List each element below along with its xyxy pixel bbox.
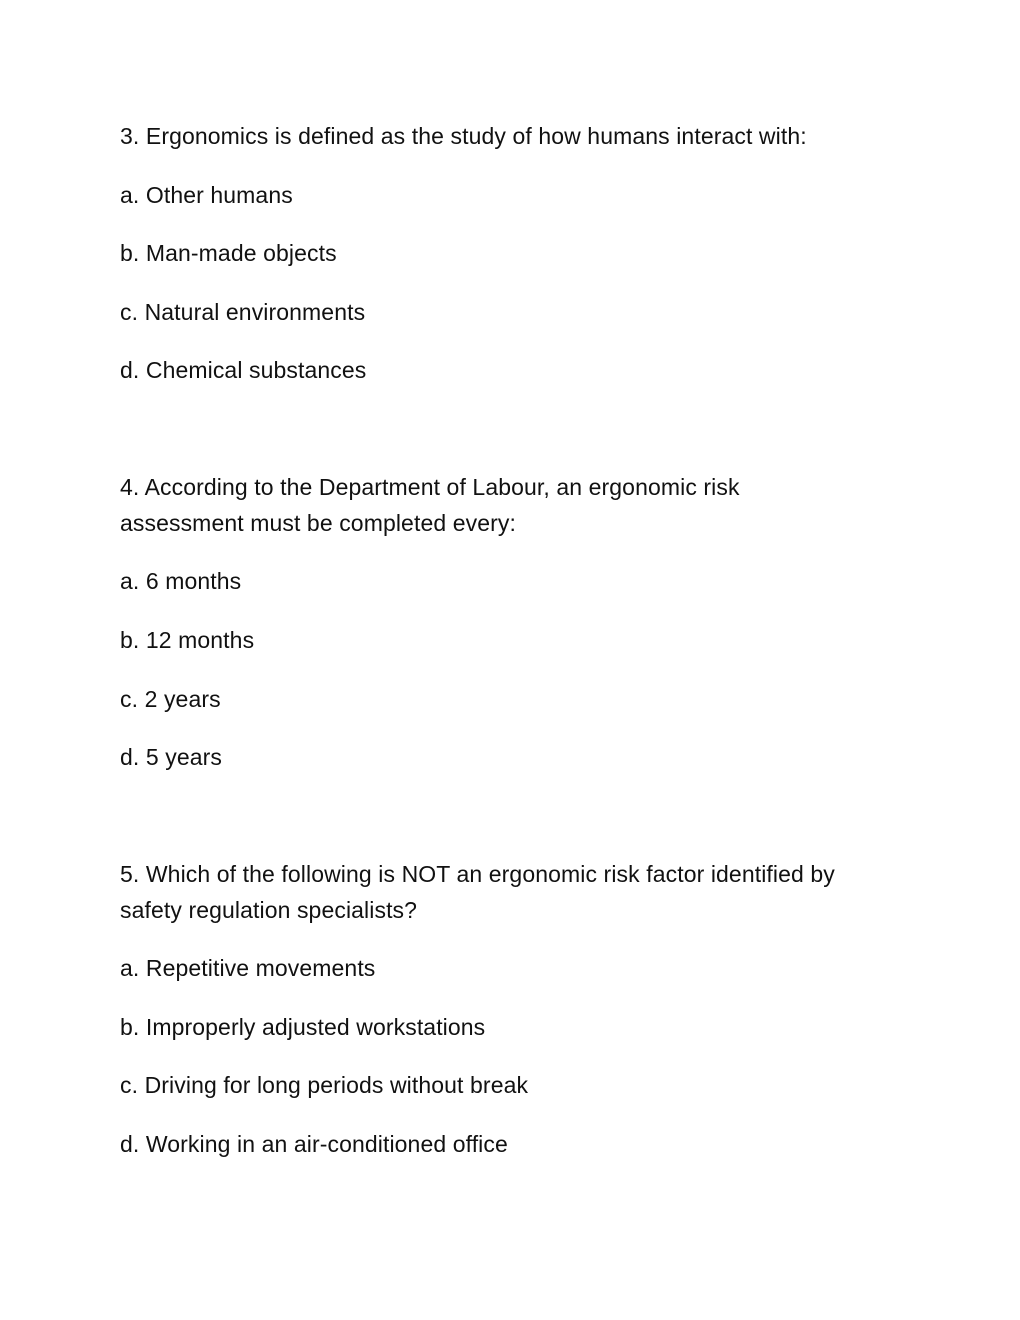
question-4-option-b: b. 12 months (120, 627, 255, 653)
question-5-option-c: c. Driving for long periods without break (120, 1072, 529, 1098)
question-3-option-b: b. Man-made objects (120, 240, 337, 266)
question-5-option-d: d. Working in an air-conditioned office (120, 1131, 508, 1157)
question-4-option-a: a. 6 months (120, 568, 242, 594)
question-5-option-b: b. Improperly adjusted workstations (120, 1014, 486, 1040)
question-5-text-line-1: 5. Which of the following is NOT an ergonomic risk factor identified by (120, 861, 835, 887)
question-3-text: 3. Ergonomics is defined as the study of how humans interact with: (120, 123, 807, 149)
question-4-option-d: d. 5 years (120, 744, 222, 770)
question-4-option-c: c. 2 years (120, 686, 221, 712)
question-4-text-line-1: 4. According to the Department of Labour, an ergonomic risk (120, 474, 740, 500)
question-5-option-a: a. Repetitive movements (120, 955, 376, 981)
question-3-option-d: d. Chemical substances (120, 357, 367, 383)
question-5-text-line-2: safety regulation specialists? (120, 897, 418, 923)
question-3-option-c: c. Natural environments (120, 299, 366, 325)
question-4-text-line-2: assessment must be completed every: (120, 510, 516, 536)
question-3-option-a: a. Other humans (120, 182, 293, 208)
